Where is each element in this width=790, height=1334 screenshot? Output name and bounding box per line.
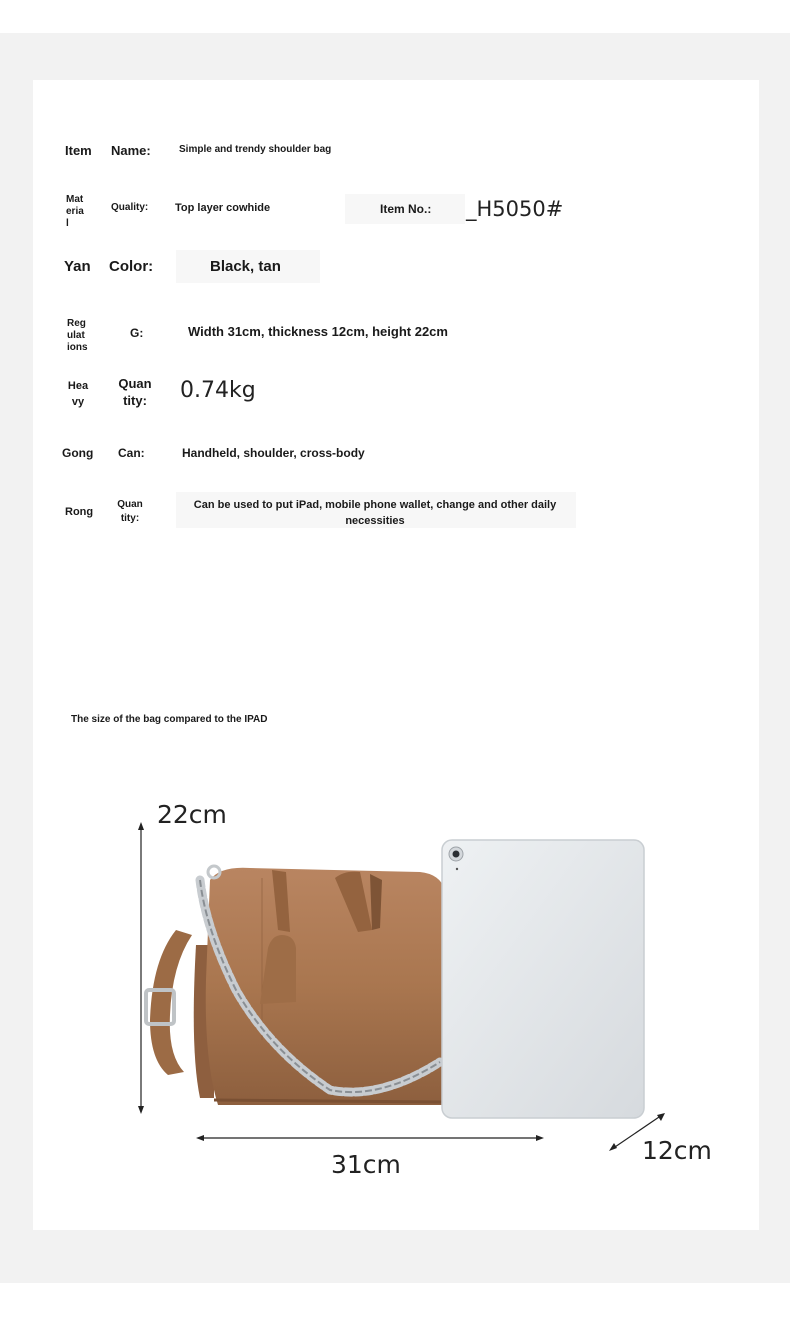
quality-label-b: Quality: [111,202,149,213]
regulations-label-b: G: [130,326,144,340]
depth-label: 12cm [642,1136,712,1165]
function-value: Handheld, shoulder, cross-body [182,446,365,460]
material-label-a: Mat eria l [66,194,84,229]
ipad-image [442,840,644,1118]
comparison-caption: The size of the bag compared to the IPAD [71,714,268,725]
item-label-a: Item [65,143,92,158]
capacity-label-a: Rong [65,506,94,518]
weight-value: 0.74kg [180,378,256,403]
width-label: 31cm [331,1150,401,1179]
weight-label-a: Hea vy [67,380,89,408]
width-dimension-arrow-icon [196,1135,544,1141]
item-no-value: _H5050# [466,197,564,221]
capacity-label-b: Quan tity: [117,499,143,524]
regulations-label-a: Reg ulat ions [67,318,88,353]
height-label: 22cm [157,800,227,829]
item-name-value: Simple and trendy shoulder bag [179,144,332,155]
bag-image [146,866,445,1105]
item-label-b: Name: [111,143,151,158]
quality-value: Top layer cowhide [175,202,271,214]
regulations-value: Width 31cm, thickness 12cm, height 22cm [188,324,448,339]
color-label-a: Yan [64,258,91,275]
weight-label-b: Quan tity: [118,376,152,408]
function-label-b: Can: [118,446,145,460]
color-label-b: Color: [109,258,154,275]
height-dimension-arrow-icon [138,822,144,1114]
function-label-a: Gong [62,446,94,460]
capacity-value: Can be used to put iPad, mobile phone wallet, change and other daily necessities [193,499,557,527]
color-value: Black, tan [210,258,281,275]
item-no-label: Item No.: [380,202,432,216]
